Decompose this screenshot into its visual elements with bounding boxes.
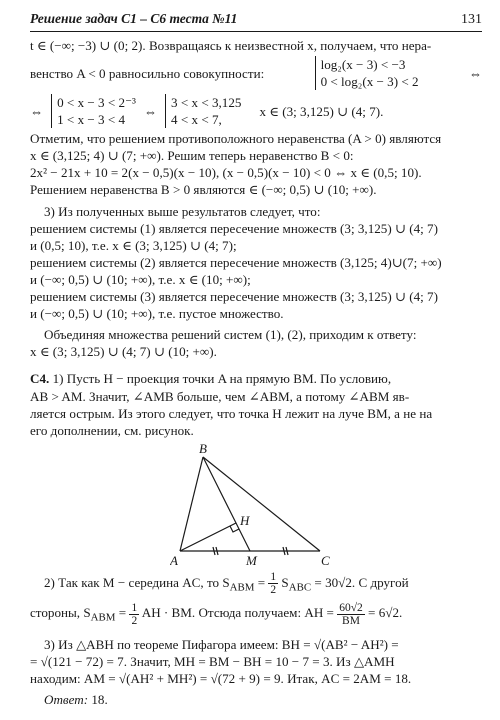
triangle-figure — [30, 441, 482, 569]
triangle-diagram — [170, 441, 350, 569]
formula-line — [30, 599, 482, 632]
text-fragment: = 30√2. С другой — [311, 574, 409, 590]
fraction-numerator: 1 — [131, 601, 138, 614]
segment-ab — [180, 457, 203, 551]
text-line: и (−∞; 0,5) ∪ (10; +∞), т.е. пустое множество. — [30, 306, 284, 322]
text-line: AB > AM. Значит, ∠AMB больше, чем ∠ABM, а потому ∠ABM яв- — [30, 388, 410, 404]
result-text: x ∈ (3; 3,125) ∪ (4; 7). — [259, 103, 384, 119]
inequality-row-1 — [30, 54, 482, 92]
text-line: 2x² − 21x + 10 = 2(x − 0,5)(x − 10), (x − 0,5)(x − 10) < 0 ⇔ x ∈ (0,5; 10). — [30, 165, 422, 181]
system-line: 0 < log₂(x − 3) < 2 — [320, 74, 419, 90]
inequality-row-2 — [30, 92, 482, 130]
label-h: H — [240, 512, 250, 528]
text-line: решением системы (2) является пересечение множеств (3,125; 4)∪(7; +∞) — [30, 254, 442, 270]
text-line: находим: AM = √(AH² + MH²) = √(72 + 9) = 9. Итак, AC = 2AM = 18. — [30, 671, 412, 687]
label-c: C — [321, 552, 330, 568]
fraction-half — [129, 602, 139, 627]
text-fragment: стороны, S — [30, 605, 91, 621]
text-line: венство A < 0 равносильно совокупности: — [30, 65, 265, 81]
subscript: ABM — [90, 612, 116, 624]
equivalence-sign: ⇔ — [468, 65, 482, 81]
system-line: 1 < x − 3 < 4 — [57, 112, 126, 128]
fraction-ah — [337, 602, 365, 627]
text-line: t ∈ (−∞; −3) ∪ (0; 2). Возвращаясь к неизвестной x, получаем, что нера- — [30, 38, 432, 54]
system-line: log₂(x − 3) < −3 — [320, 57, 406, 73]
header-title: Решение задач С1 – С6 теста №11 — [30, 11, 238, 26]
subscript: ABC — [288, 581, 312, 594]
text-line: 1) Пусть H − проекция точки A на прямую BM. По условию, — [52, 371, 392, 387]
text-fragment: 2) Так как M − середина AC, то S — [44, 574, 230, 590]
label-m: M — [246, 552, 257, 568]
subscript: ABM — [229, 581, 255, 594]
text-line: решением системы (3) является пересечение множеств (3; 3,125) ∪ (4; 7) — [30, 289, 438, 305]
fraction-numerator: 1 — [270, 571, 277, 584]
text-line: Объединяя множества решений систем (1), (2), приходим к ответу: — [44, 327, 417, 343]
text-line: его дополнении, см. рисунок. — [30, 422, 194, 438]
text-line: и (−∞; 0,5) ∪ (10; +∞), т.е. x ∈ (10; +∞); — [30, 271, 251, 287]
text-line: 3) Из △ABH по теореме Пифагора имеем: BH = √(AB² − AH²) = — [44, 637, 399, 652]
system-brace — [51, 94, 136, 128]
fraction-denominator: 2 — [131, 614, 138, 627]
text-line: = √(121 − 72) = 7. Значит, MH = BM − BH = 10 − 7 = 3. Из △AMH — [30, 654, 395, 670]
text-line: решением системы (1) является пересечение множеств (3; 3,125) ∪ (4; 7) — [30, 220, 438, 236]
segment-ah — [180, 523, 236, 551]
segment-bc — [203, 457, 320, 551]
formula-line — [30, 571, 482, 600]
text-fragment: = 6√2. — [364, 605, 403, 621]
label-a: A — [170, 552, 178, 568]
problem-c4-line — [30, 370, 482, 387]
text-line: ляется острым. Из этого следует, что точка H лежит на луче BM, а не на — [30, 405, 433, 421]
text-fragment: S — [278, 574, 289, 590]
page-header — [30, 10, 482, 32]
text-line: x ∈ (3,125; 4) ∪ (7; +∞). Решим теперь неравенство B < 0: — [30, 148, 354, 164]
system-line: 0 < x − 3 < 2⁻³ — [57, 95, 136, 111]
fraction-denominator: 2 — [270, 584, 277, 597]
problem-label: С4. — [30, 371, 50, 387]
text-fragment: AH · BM. Отсюда получаем: AH = — [139, 605, 338, 621]
answer-value: 18. — [91, 692, 108, 708]
system-line: 4 < x < 7, — [171, 112, 222, 128]
label-b: B — [199, 440, 207, 456]
text-line: Отметим, что решением противоположного неравенства (A > 0) являются — [30, 131, 442, 147]
text-line: Решением неравенства B > 0 являются ∈ (−∞; 0,5) ∪ (10; +∞). — [30, 182, 377, 198]
fraction-half — [268, 571, 278, 596]
answer-line — [30, 691, 482, 708]
text-line: 3) Из полученных выше результатов следует, что: — [44, 203, 321, 219]
fraction-denominator: BM — [342, 614, 360, 627]
page — [30, 10, 482, 708]
system-line: 3 < x < 3,125 — [171, 95, 242, 111]
page-number: 131 — [461, 12, 482, 27]
system-brace — [315, 56, 419, 90]
text-fragment: = — [115, 605, 130, 621]
text-line: x ∈ (3; 3,125) ∪ (4; 7) ∪ (10; +∞). — [30, 344, 217, 360]
segment-bm — [203, 457, 250, 551]
text-fragment: = — [254, 574, 269, 590]
equivalence-sign: ⇔ — [143, 103, 158, 119]
system-brace — [165, 94, 241, 128]
equivalence-sign: ⇔ — [30, 103, 44, 119]
answer-label: Ответ: — [44, 692, 89, 708]
text-line: и (0,5; 10), т.е. x ∈ (3; 3,125) ∪ (4; 7); — [30, 237, 237, 253]
fraction-numerator: 60√2 — [339, 601, 363, 614]
